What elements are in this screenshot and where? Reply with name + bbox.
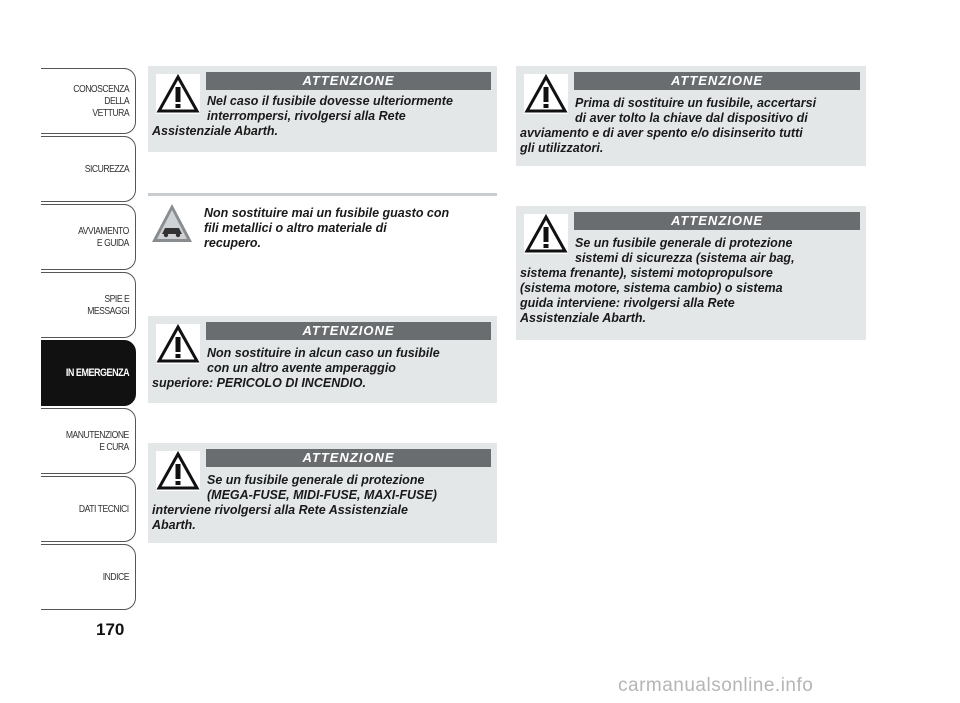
tab-label: AVVIAMENTO E GUIDA (78, 225, 129, 249)
tab-sicurezza[interactable] (41, 136, 136, 202)
warning-text: Prima di sostituire un fusibile, accertarsi di aver tolto la chiave dal dispositivo di avviamento e di aver spento e/o disinserito tutti gli utilizzatori. (520, 96, 817, 155)
tab-label: CONOSCENZA DELLA VETTURA (73, 83, 129, 119)
page-number: 170 (96, 620, 125, 639)
warning-text: Se un fusibile generale di protezione sistemi di sicurezza (sistema air bag, sistema frenante), sistemi motopropulsore (sistema motore, sistema cambio) o sistema guida interviene: rivolgersi alla Rete Assistenziale Abarth. (520, 236, 795, 325)
tab-label: MANUTENZIONE E CURA (66, 429, 129, 453)
watermark: carmanualsonline.info (618, 675, 814, 696)
tab-indice[interactable] (41, 544, 136, 610)
tab-label: SPIE E MESSAGGI (87, 293, 129, 317)
warning-box (148, 443, 497, 543)
tab-label: IN EMERGENZA (65, 367, 129, 379)
tab-dati-tecnici[interactable] (41, 476, 136, 542)
warning-box (516, 206, 866, 340)
warning-header: ATTENZIONE (206, 322, 491, 340)
warning-text: Se un fusibile generale di protezione (MEGA-FUSE, MIDI-FUSE, MAXI-FUSE) interviene rivolgersi alla Rete Assistenziale Abarth. (152, 473, 437, 532)
warning-header: ATTENZIONE (574, 72, 860, 90)
warning-box (148, 316, 497, 403)
tab-label: SICUREZZA (84, 163, 129, 175)
tab-conoscenza[interactable] (41, 68, 136, 134)
warning-text: Non sostituire in alcun caso un fusibile con un altro avente amperaggio superiore: PERICOLO DI INCENDIO. (152, 346, 440, 390)
car-note-icon (150, 202, 194, 246)
note-text: Non sostituire mai un fusibile guasto con fili metallici o altro materiale di recupero. (204, 206, 450, 250)
tab-avviamento[interactable] (41, 204, 136, 270)
warning-header: ATTENZIONE (574, 212, 860, 230)
warning-box (516, 66, 866, 166)
note-block (148, 193, 497, 266)
warning-header: ATTENZIONE (206, 72, 491, 90)
warning-text: Nel caso il fusibile dovesse ulteriormente interrompersi, rivolgersi alla Rete Assistenziale Abarth. (152, 94, 453, 138)
warning-box (148, 66, 497, 152)
tab-label: INDICE (102, 571, 129, 583)
chapter-tabs (41, 68, 136, 612)
warning-header: ATTENZIONE (206, 449, 491, 467)
tab-spie[interactable] (41, 272, 136, 338)
tab-emergenza[interactable] (41, 340, 136, 406)
tab-label: DATI TECNICI (79, 503, 129, 515)
tab-manutenzione[interactable] (41, 408, 136, 474)
